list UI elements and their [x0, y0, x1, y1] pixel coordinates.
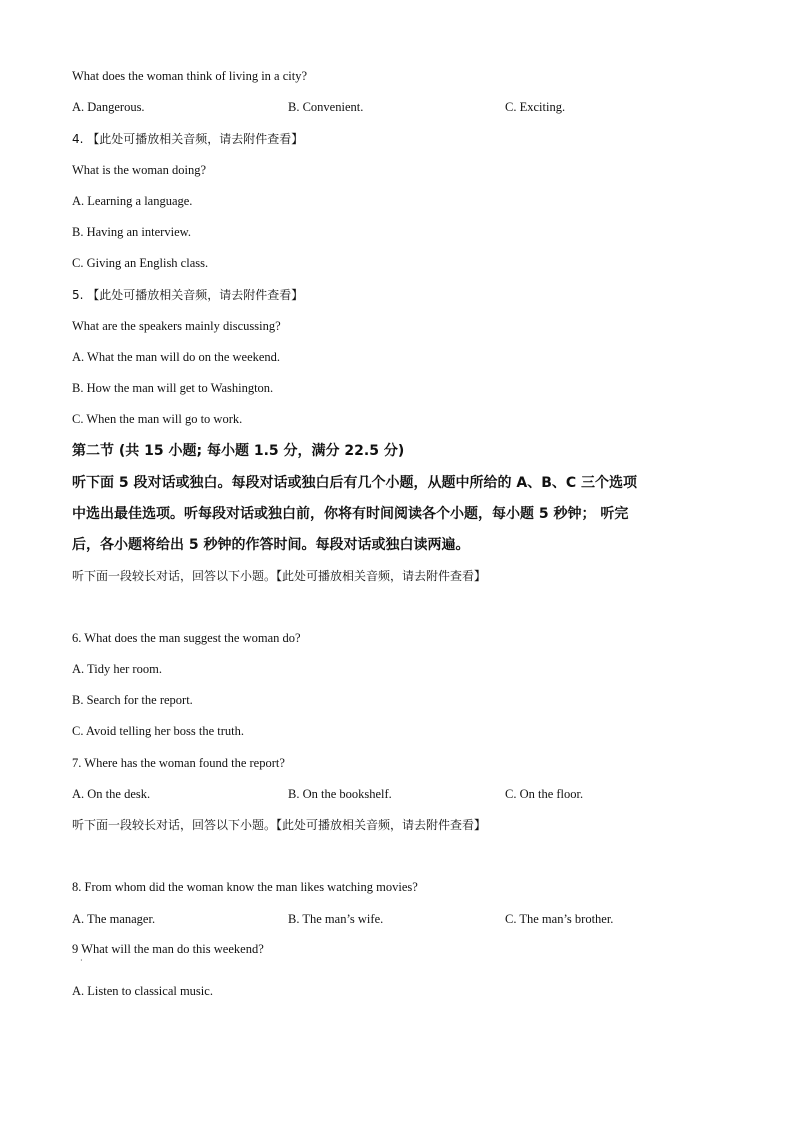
q9-option-a: A. Listen to classical music.	[72, 984, 213, 998]
q6-option-a: A. Tidy her room.	[72, 662, 162, 676]
q8-option-a: A. The manager.	[72, 912, 156, 926]
section2-title: 第二节 (共 15 小题; 每小题 1.5 分，满分 22.5 分)	[72, 443, 405, 459]
q6-stem: 6. What does the man suggest the woman do?	[72, 631, 301, 645]
q5-option-c: C. When the man will go to work.	[72, 412, 243, 426]
q4-option-c: C. Giving an English class.	[72, 256, 209, 270]
section2-instruction-1: 听下面 5 段对话或独白。每段对话或独白后有几个小题，从题中所给的 A、B、C 三个选项	[72, 475, 638, 491]
q3-option-c: C. Exciting.	[505, 100, 566, 114]
q9-stem: 9 What will the man do this weekend?	[72, 942, 264, 956]
section2-instruction-2: 中选出最佳选项。听每段对话或独白前，你将有时间阅读各个小题，每小题 5 秒钟； 听完	[72, 506, 629, 522]
q3-option-a: A. Dangerous.	[72, 100, 145, 114]
q5-stem: What are the speakers mainly discussing?	[72, 319, 281, 333]
q8-stem: 8. From whom did the woman know the man likes watching movies?	[72, 880, 418, 894]
q7-option-a: A. On the desk.	[72, 787, 151, 801]
q5-option-b: B. How the man will get to Washington.	[72, 381, 274, 395]
q5-option-a: A. What the man will do on the weekend.	[72, 350, 281, 364]
dialog2-intro: 听下面一段较长对话，回答以下小题。【此处可播放相关音频，请去附件查看】	[72, 818, 487, 832]
q8-option-c: C. The man’s brother.	[505, 912, 614, 926]
dialog1-intro: 听下面一段较长对话，回答以下小题。【此处可播放相关音频，请去附件查看】	[72, 569, 487, 583]
q4-header: 4. 【此处可播放相关音频，请去附件查看】	[72, 132, 304, 146]
q4-stem: What is the woman doing?	[72, 163, 206, 177]
q6-option-b: B. Search for the report.	[72, 693, 193, 707]
section2-instruction-3: 后，各小题将给出 5 秒钟的作答时间。每段对话或独白读两遍。	[72, 537, 470, 553]
q7-stem: 7. Where has the woman found the report?	[72, 756, 285, 770]
q6-option-c: C. Avoid telling her boss the truth.	[72, 724, 244, 738]
q9-stray-dot: ·	[80, 956, 83, 965]
q4-option-a: A. Learning a language.	[72, 194, 193, 208]
q3-option-b: B. Convenient.	[288, 100, 364, 114]
q3-stem: What does the woman think of living in a city?	[72, 69, 308, 83]
q7-option-c: C. On the floor.	[505, 787, 584, 801]
q7-option-b: B. On the bookshelf.	[288, 787, 392, 801]
q5-header: 5. 【此处可播放相关音频，请去附件查看】	[72, 288, 304, 302]
q8-option-b: B. The man’s wife.	[288, 912, 384, 926]
q4-option-b: B. Having an interview.	[72, 225, 191, 239]
